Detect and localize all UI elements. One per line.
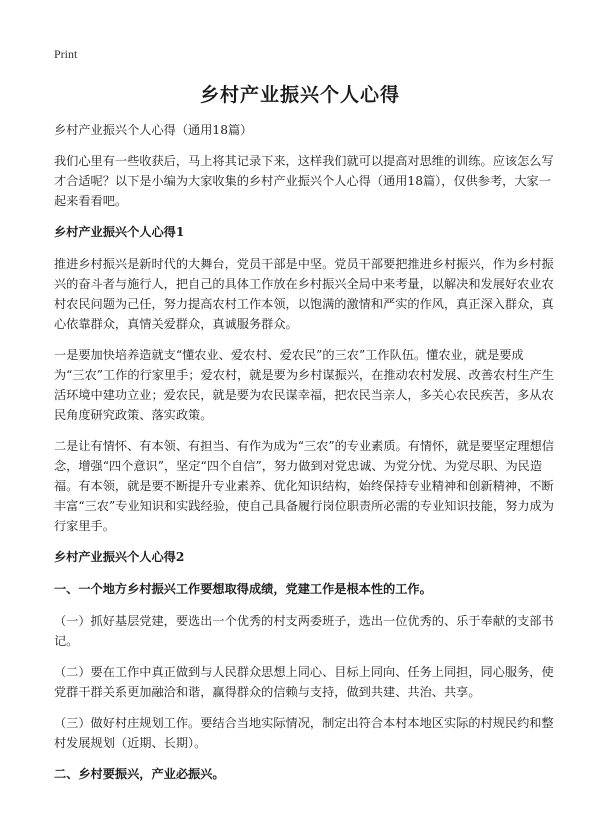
- article-body: [54, 120, 554, 796]
- page-title: 乡村产业振兴个人心得: [199, 84, 400, 106]
- article-subtitle: 乡村产业振兴个人心得（通用18篇）: [54, 123, 253, 137]
- section2-paragraph-3: （三）做好村庄规划工作。要结合当地实际情况，制定出符合本村本地区实际的村规民约和整村发展规划（近期、长期）。: [54, 716, 554, 750]
- section2-paragraph-2: （二）要在工作中真正做到与人民群众思想上同心、目标上同向、任务上同担，同心服务，使党群干群关系更加融洽和谐，赢得群众的信赖与支持，做到共建、共治、共享。: [54, 665, 554, 699]
- section2-paragraph-1: （一）抓好基层党建，要选出一个优秀的村支两委班子，选出一位优秀的、乐于奉献的支部书记。: [54, 614, 554, 648]
- section1-paragraph-3: 二是让有情怀、有本领、有担当、有作为成为“三农”的专业素质。有情怀，就是要坚定理想信念，增强“四个意识”，坚定“四个自信”，努力做到对党忠诚、为党分忧、为党尽职、为民造福。有本领，就是要不断提升专业素养、优化知识结构，始终保持专业精神和创新精神，不断丰富“三农”专业知识和实践经验，使自己具备履行岗位职责所必需的专业知识技能，努力成为行家里手。: [54, 439, 554, 533]
- print-link[interactable]: Print: [54, 47, 78, 61]
- section2-subheading-1: 一、一个地方乡村振兴工作要想取得成绩，党建工作是根本性的工作。: [54, 582, 432, 596]
- section1-paragraph-2: 一是要加快培养造就支“懂农业、爱农村、爱农民”的三农”工作队伍。懂农业，就是要成为“三农”工作的行家里手；爱农村，就是要为乡村谋振兴，在推动农村发展、改善农村生产生活环境中建功立业；爱农民，就是要为农民谋幸福，把农民当亲人，多关心农民疾苦，多从农民角度研究政策、落实政策。: [54, 348, 554, 422]
- section-heading-1: 乡村产业振兴个人心得1: [54, 225, 185, 239]
- section2-subheading-2: 二、乡村要振兴，产业必振兴。: [54, 767, 225, 781]
- intro-paragraph: 我们心里有一些收获后，马上将其记录下来，这样我们就可以提高对思维的训练。应该怎么写才合适呢？以下是小编为大家收集的乡村产业振兴个人心得（通用18篇），仅供参考，大家一起来看看吧。: [54, 154, 554, 208]
- section-heading-2: 乡村产业振兴个人心得2: [54, 550, 185, 564]
- section1-paragraph-1: 推进乡村振兴是新时代的大舞台，党员干部是中坚。党员干部要把推进乡村振兴，作为乡村振兴的奋斗者与施行人，把自己的具体工作放在乡村振兴全局中来考量，以解决和发展好农业农村农民问题为己任，努力提高农村工作本领，以饱满的激情和严实的作风，真正深入群众，真心依靠群众，真情关爱群众，真诚服务群众。: [54, 257, 554, 331]
